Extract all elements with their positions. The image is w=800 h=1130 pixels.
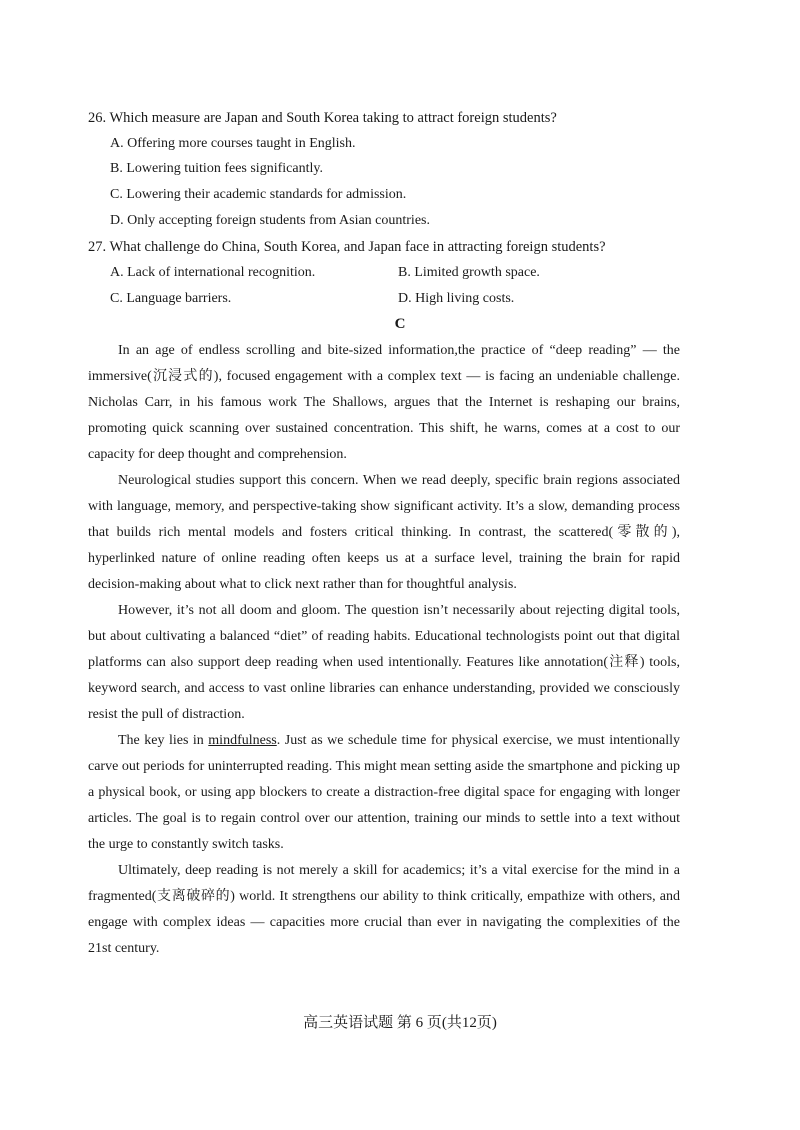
passage-paragraph-4 xyxy=(88,728,680,858)
question-26-option-d: D. Only accepting foreign students from Asian countries. xyxy=(110,213,430,228)
question-27-stem: 27. What challenge do China, South Korea, and Japan face in attracting foreign students? xyxy=(88,239,606,255)
underlined-word: mindfulness xyxy=(208,733,277,748)
question-26-option-c: C. Lowering their academic standards for admission. xyxy=(110,187,407,202)
page-footer: 高三英语试题 第 6 页(共12页) xyxy=(303,1015,497,1031)
passage-paragraph-2: Neurological studies support this concern. When we read deeply, specific brain regions associated with language, memory, and perspective-taking show significant activity. It’s a slow, demanding process that builds rich mental models and fosters critical thinking. In contrast, the scattered(零散的), hyperlinked nature of online reading often keeps us at a surface level, training the brain for rapid decision-making about what to click next rather than for thoughtful analysis. xyxy=(88,473,680,592)
question-27-option-d: D. High living costs. xyxy=(398,291,515,306)
passage-paragraph-3: However, it’s not all doom and gloom. The question isn’t necessarily about rejecting digital tools, but about cultivating a balanced “diet” of reading habits. Educational technologists point out that digital platforms can also support deep reading when used intentionally. Features like annotation(注释) tools, keyword search, and access to vast online libraries can enhance understanding, provided we consciously resist the pull of distraction. xyxy=(88,603,680,722)
question-26-option-b: B. Lowering tuition fees significantly. xyxy=(110,161,323,176)
paragraph-4-rest: . Just as we schedule time for physical exercise, we must intentionally carve out periods for uninterrupted reading. This might mean setting aside the smartphone and picking up a physical book, or using app blockers to create a distraction-free digital space for engaging with longer articles. The goal is to regain control over our attention, training our minds to settle into a text without the urge to constantly switch tasks. xyxy=(88,733,680,852)
question-27-option-b: B. Limited growth space. xyxy=(398,265,540,280)
question-26-option-a: A. Offering more courses taught in English. xyxy=(110,136,356,151)
section-heading: C xyxy=(394,316,406,332)
passage-paragraph-5: Ultimately, deep reading is not merely a skill for academics; it’s a vital exercise for the mind in a fragmented(支离破碎的) world. It strengthens our ability to think critically, empathize with others, and engage with complex ideas — capacities more crucial than ever in navigating the complexities of the 21st century. xyxy=(88,863,680,956)
question-27-option-c: C. Language barriers. xyxy=(110,291,232,306)
question-26-stem: 26. Which measure are Japan and South Korea taking to attract foreign students? xyxy=(88,110,557,126)
passage-paragraph-1: In an age of endless scrolling and bite-sized information,the practice of “deep reading” — the immersive(沉浸式的), focused engagement with a complex text — is facing an undeniable challenge. Nicholas Carr, in his famous work The Shallows, argues that the Internet is reshaping our brains, promoting quick scanning over sustained concentration. This shift, he warns, comes at a cost to our capacity for deep thought and comprehension. xyxy=(88,343,680,462)
question-27-option-a: A. Lack of international recognition. xyxy=(110,265,316,280)
paragraph-4-intro: The key lies in xyxy=(118,733,209,748)
reading-passage xyxy=(88,338,680,962)
